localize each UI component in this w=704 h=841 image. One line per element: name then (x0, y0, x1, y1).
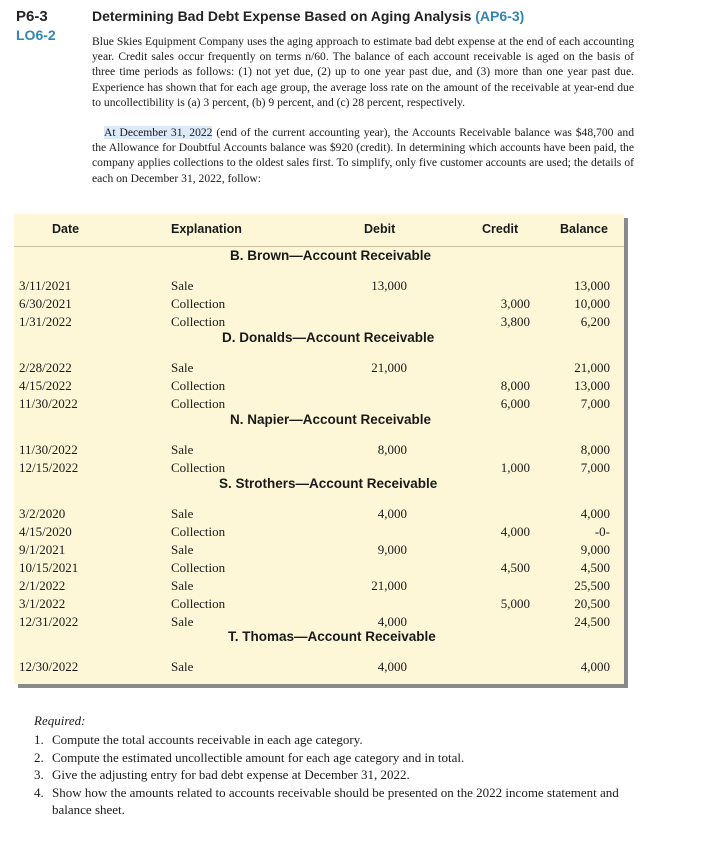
account-title: N. Napier—Account Receivable (230, 412, 432, 427)
cell-credit: 5,000 (500, 596, 530, 611)
cell-explanation: Sale (171, 442, 194, 457)
cell-debit: 8,000 (377, 442, 407, 457)
cell-balance: 20,500 (574, 596, 610, 611)
cell-credit: 8,000 (500, 378, 530, 393)
column-header-debit: Debit (364, 222, 396, 236)
cell-date: 12/30/2022 (19, 659, 79, 674)
cell-date: 12/31/2022 (19, 614, 79, 629)
learning-objective: LO6-2 (16, 27, 56, 43)
cell-date: 1/31/2022 (19, 314, 72, 329)
required-item-number: 4. (34, 784, 44, 800)
cell-balance: 7,000 (580, 396, 610, 411)
cell-balance: 10,000 (574, 296, 610, 311)
cell-debit: 21,000 (371, 578, 407, 593)
cell-debit: 4,000 (377, 506, 407, 521)
cell-date: 3/1/2022 (19, 596, 66, 611)
cell-date: 4/15/2022 (19, 378, 72, 393)
cell-explanation: Sale (171, 542, 194, 557)
required-item-text: Give the adjusting entry for bad debt expense at December 31, 2022. (52, 767, 410, 783)
cell-balance: -0- (594, 524, 610, 539)
cell-explanation: Collection (171, 560, 226, 575)
cell-explanation: Sale (171, 614, 194, 629)
cell-balance: 4,000 (580, 659, 610, 674)
cell-explanation: Sale (171, 506, 194, 521)
cell-date: 11/30/2022 (19, 396, 78, 411)
required-item (34, 731, 634, 749)
cell-balance: 8,000 (580, 442, 610, 457)
problem-details-text: (end of the current accounting year), the Accounts Receivable balance was $48,700 and the Allowance for Doubtful Accounts balance was $920 (credit). In determining which accounts have been paid, the company applies collections to the oldest sales first. To simplify, only five customer accounts are used; the details of each on December 31, 2022, follow: (92, 126, 635, 185)
required-label: Required: (34, 713, 86, 728)
cell-credit: 6,000 (500, 396, 530, 411)
cell-date: 4/15/2020 (19, 524, 72, 539)
required-item-number: 3. (34, 767, 44, 783)
account-title: B. Brown—Account Receivable (230, 248, 432, 263)
cell-date: 12/15/2022 (19, 460, 79, 475)
cell-balance: 13,000 (574, 278, 610, 293)
cell-debit: 13,000 (371, 278, 407, 293)
cell-explanation: Collection (171, 460, 226, 475)
cell-explanation: Sale (171, 578, 194, 593)
cell-date: 11/30/2022 (19, 442, 78, 457)
ledger-table (14, 214, 624, 684)
cell-explanation: Collection (171, 396, 226, 411)
cell-explanation: Sale (171, 278, 194, 293)
required-item-text: Show how the amounts related to accounts receivable should be presented on the 2022 income statement and balance sheet. (52, 784, 619, 818)
required-item-number: 2. (34, 749, 44, 765)
required-item-number: 1. (34, 732, 44, 747)
required-item (34, 784, 634, 819)
cell-explanation: Collection (171, 524, 226, 539)
problem-title (92, 8, 524, 24)
cell-credit: 3,800 (500, 314, 530, 329)
cell-debit: 4,000 (377, 659, 407, 674)
required-item-text: Compute the total accounts receivable in each age category. (52, 732, 363, 747)
cell-balance: 24,500 (574, 614, 610, 629)
cell-date: 2/1/2022 (19, 578, 66, 593)
cell-balance: 21,000 (574, 360, 610, 375)
cell-balance: 9,000 (580, 542, 610, 557)
cell-explanation: Collection (171, 378, 226, 393)
column-header-explanation: Explanation (171, 222, 242, 236)
cell-explanation: Sale (171, 659, 194, 674)
problem-description: Blue Skies Equipment Company uses the aging approach to estimate bad debt expense at the end of each accounting year. Credit sales occur frequently on terms n/60. The balance of each account receivable is aged on the basis of three time periods as follows: (1) not yet due, (2) up to one year past due, and (3) more than one year past due. Experience has shown that for each age group, the average loss rate on the amount of the receivable at year-end due to uncollectibility is (a) 3 percent, (b) 9 percent, and (c) 28 percent, respectively. (92, 35, 634, 109)
cell-balance: 4,500 (580, 560, 610, 575)
problem-title-ref: (AP6-3) (475, 8, 525, 24)
header-divider (14, 246, 624, 247)
cell-date: 9/1/2021 (19, 542, 66, 557)
cell-explanation: Collection (171, 296, 226, 311)
cell-balance: 6,200 (580, 314, 610, 329)
cell-credit: 3,000 (500, 296, 530, 311)
cell-balance: 25,500 (574, 578, 610, 593)
required-item (34, 766, 634, 784)
cell-date: 6/30/2021 (19, 296, 72, 311)
required-item-text: Compute the estimated uncollectible amount for each age category and in total. (52, 749, 465, 765)
cell-balance: 7,000 (580, 460, 610, 475)
cell-credit: 4,000 (500, 524, 530, 539)
problem-details (92, 125, 634, 186)
problem-title-text: Determining Bad Debt Expense Based on Aging Analysis (92, 8, 472, 24)
problem-number: P6-3 (16, 8, 48, 25)
cell-explanation: Sale (171, 360, 194, 375)
cell-balance: 13,000 (574, 378, 610, 393)
cell-balance: 4,000 (580, 506, 610, 521)
cell-credit: 4,500 (500, 560, 530, 575)
required-list (34, 731, 634, 819)
account-title: S. Strothers—Account Receivable (219, 476, 438, 491)
cell-explanation: Collection (171, 596, 226, 611)
column-header-balance: Balance (560, 222, 608, 236)
account-title: T. Thomas—Account Receivable (228, 629, 436, 644)
cell-date: 3/11/2021 (19, 278, 72, 293)
cell-date: 10/15/2021 (19, 560, 79, 575)
column-header-credit: Credit (482, 222, 519, 236)
cell-credit: 1,000 (500, 460, 530, 475)
cell-debit: 21,000 (371, 360, 407, 375)
account-title: D. Donalds—Account Receivable (222, 330, 435, 345)
cell-debit: 9,000 (377, 542, 407, 557)
cell-date: 2/28/2022 (19, 360, 72, 375)
required-item (34, 749, 634, 767)
column-header-date: Date (52, 222, 80, 236)
highlighted-date: At December 31, 2022 (104, 126, 213, 139)
cell-date: 3/2/2020 (19, 506, 66, 521)
cell-debit: 4,000 (377, 614, 407, 629)
cell-explanation: Collection (171, 314, 226, 329)
